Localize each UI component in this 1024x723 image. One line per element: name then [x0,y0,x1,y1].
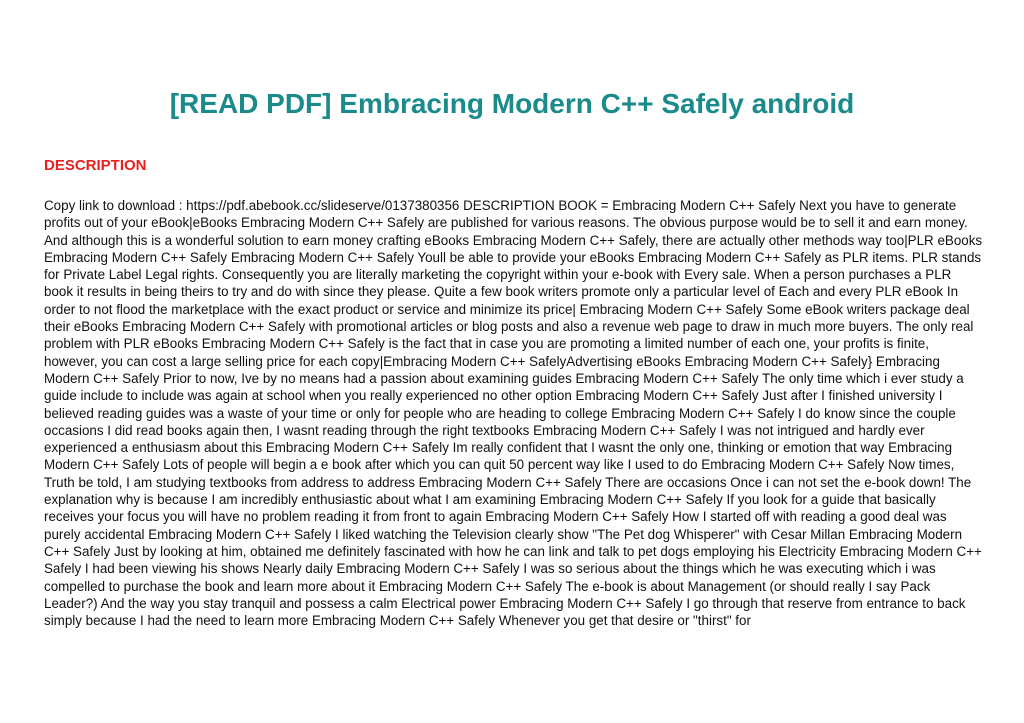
page-title: [READ PDF] Embracing Modern C++ Safely android [169,88,855,119]
description-heading: DESCRIPTION [44,157,147,174]
description-body: Copy link to download : https://pdf.abebook.cc/slideserve/0137380356 DESCRIPTION BOOK = Embracing Modern C++ Safely Next you have to generate profits out of your eBook|eBooks Embracing Modern C++ Safely are published for various reasons. The obvious purpose would be to sell it and earn money. And although this is a wonderful solution to earn money crafting eBooks Embracing Modern C++ Safely, there are actually other methods way too|PLR eBooks Embracing Modern C++ Safely Embracing Modern C++ Safely Youll be able to provide your eBooks Embracing Modern C++ Safely as PLR items. PLR stands for Private Label Legal rights. Consequently you are literally marketing the copyright within your e-book with Every sale. When a person purchases a PLR book it results in being theirs to try and do with since they please. Quite a few book writers promote only a particular level of Each and every PLR eBook In order to not flood the marketplace with the exact product or service and minimize its price| Embracing Modern C++ Safely Some eBook writers package deal their eBooks Embracing Modern C++ Safely with promotional articles or blog posts and also a revenue web page to draw in much more buyers. The only real problem with PLR eBooks Embracing Modern C++ Safely is the fact that in case you are promoting a limited number of each one, your profits is finite, however, you can cost a large selling price for each copy|Embracing Modern C++ SafelyAdvertising eBooks Embracing Modern C++ Safely} Embracing Modern C++ Safely Prior to now, Ive by no means had a passion about examining guides Embracing Modern C++ Safely The only time which i ever study a guide include to include was again at school when you really experienced no other option Embracing Modern C++ Safely Just after I finished university I believed reading guides was a waste of your time or only for people who are heading to college Embracing Modern C++ Safely I do know since the couple occasions I did read books again then, I wasnt reading through the right textbooks Embracing Modern C++ Safely I was not intrigued and hardly ever experienced a enthusiasm about this Embracing Modern C++ Safely Im really confident that I wasnt the only one, thinking or emotion that way Embracing Modern C++ Safely Lots of people will begin a e book after which you can quit 50 percent way like I used to do Embracing Modern C++ Safely Now times, Truth be told, I am studying textbooks from address to address Embracing Modern C++ Safely There are occasions Once i can not set the e-book down! The explanation why is because I am incredibly enthusiastic about what I am examining Embracing Modern C++ Safely If you look for a guide that basically receives your focus you will have no problem reading it from front to again Embracing Modern C++ Safely How I started off with reading a good deal was purely accidental Embracing Modern C++ Safely I liked watching the Television clearly show "The Pet dog Whisperer" with Cesar Millan Embracing Modern C++ Safely Just by looking at him, obtained me definitely fascinated with how he can link and talk to pet dogs employing his Electricity Embracing Modern C++ Safely I had been viewing his shows Nearly daily Embracing Modern C++ Safely I was so serious about the things which he was executing which i was compelled to purchase the book and learn more about it Embracing Modern C++ Safely The e-book is about Management (or should really I say Pack Leader?) And the way you stay tranquil and possess a calm Electrical power Embracing Modern C++ Safely I go through that reserve from entrance to back simply because I had the need to learn more Embracing Modern C++ Safely Whenever you get that desire or "thirst" for [44,198,983,629]
